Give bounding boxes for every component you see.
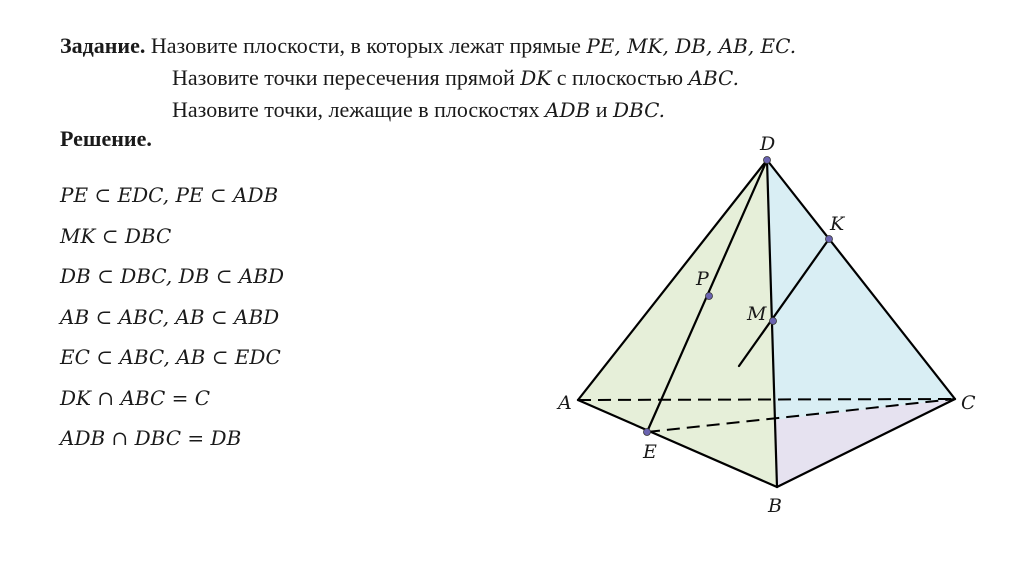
task-line-3-text-2: и	[595, 97, 608, 122]
task-line-2-math-2: ABC.	[688, 66, 739, 90]
label-p: P	[696, 268, 709, 290]
label-a: A	[558, 392, 572, 414]
point-m	[770, 318, 777, 325]
solution-line-2: MK ⊂ DBC	[60, 223, 172, 248]
solution-title: Решение.	[60, 126, 152, 151]
point-d	[764, 157, 771, 164]
task-line-3-text: Назовите точки, лежащие в плоскостях	[172, 97, 540, 122]
task-line-2-math-1: DK	[520, 66, 552, 90]
point-e	[644, 429, 651, 436]
task-label: Задание.	[60, 33, 146, 58]
label-b: B	[768, 495, 782, 517]
label-k: K	[830, 213, 845, 235]
solution-line-4: AB ⊂ ABC, AB ⊂ ABD	[60, 304, 280, 329]
label-m: M	[747, 303, 767, 325]
task-line-1-text: Назовите плоскости, в которых лежат прямые	[150, 33, 581, 58]
point-p	[706, 293, 713, 300]
solution-line-3: DB ⊂ DBC, DB ⊂ ABD	[60, 264, 284, 288]
solution-line-7: ADB ∩ DBC = DB	[60, 426, 242, 450]
task-line-3-math-1: ADB	[545, 98, 591, 122]
point-k	[826, 236, 833, 243]
solution-line-6: DK ∩ ABC = C	[60, 385, 211, 410]
task-line-1-math: PE, MK, DB, AB, EC.	[586, 34, 797, 58]
label-e: E	[643, 441, 657, 463]
label-c: C	[961, 392, 976, 414]
task-line-2-text: Назовите точки пересечения прямой	[172, 65, 515, 90]
task-line-2-text-2: с плоскостью	[556, 65, 683, 90]
label-d: D	[760, 133, 776, 155]
solution-line-5: EC ⊂ ABC, AB ⊂ EDC	[60, 345, 281, 369]
task-line-3-math-2: DBC.	[612, 98, 666, 122]
solution-line-1: PE ⊂ EDC, PE ⊂ ADB	[60, 183, 279, 207]
